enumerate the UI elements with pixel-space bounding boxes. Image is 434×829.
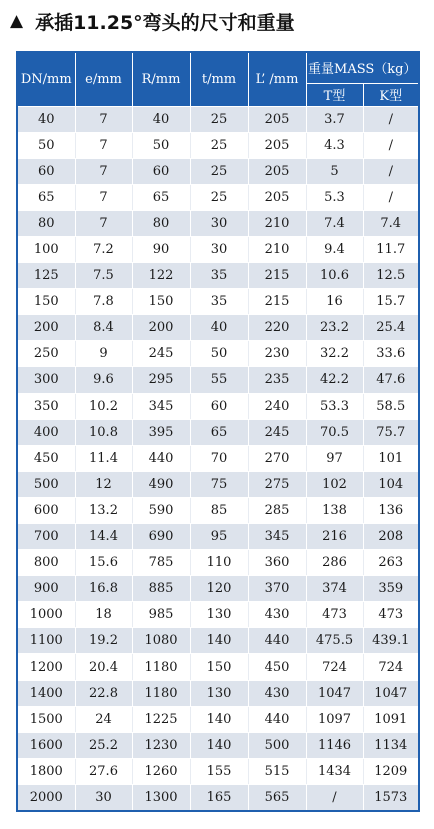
table-row <box>17 497 419 523</box>
e-cell: 14.4 <box>75 524 132 550</box>
dn-cell: 250 <box>17 341 75 367</box>
dn-cell: 1600 <box>17 732 75 758</box>
e-cell: 7 <box>75 158 132 184</box>
e-cell: 16.8 <box>75 576 132 602</box>
t-type-mass-cell: 473 <box>306 602 363 628</box>
t-type-mass-cell: 32.2 <box>306 341 363 367</box>
l-cell: 215 <box>248 289 306 315</box>
t-type-mass-cell: 286 <box>306 550 363 576</box>
e-cell: 20.4 <box>75 654 132 680</box>
l-cell: 210 <box>248 236 306 262</box>
t-type-mass-cell: 7.4 <box>306 210 363 236</box>
e-cell: 25.2 <box>75 732 132 758</box>
e-cell: 9.6 <box>75 367 132 393</box>
e-cell: 8.4 <box>75 315 132 341</box>
t-type-mass-cell: 70.5 <box>306 419 363 445</box>
l-cell: 370 <box>248 576 306 602</box>
dn-cell: 2000 <box>17 784 75 810</box>
k-type-mass-cell: 724 <box>363 654 419 680</box>
k-type-mass-cell: 47.6 <box>363 367 419 393</box>
t-type-mass-cell: 1434 <box>306 758 363 784</box>
r-cell: 345 <box>132 393 190 419</box>
table-row <box>17 784 419 810</box>
e-cell: 7 <box>75 184 132 210</box>
e-cell: 15.6 <box>75 550 132 576</box>
t-type-mass-cell: 97 <box>306 445 363 471</box>
l-cell: 245 <box>248 419 306 445</box>
dn-cell: 125 <box>17 263 75 289</box>
e-cell: 7 <box>75 210 132 236</box>
l-cell: 440 <box>248 706 306 732</box>
header-k-type: K型 <box>363 83 419 106</box>
dn-cell: 900 <box>17 576 75 602</box>
table-row <box>17 706 419 732</box>
table-row <box>17 210 419 236</box>
dn-cell: 65 <box>17 184 75 210</box>
l-cell: 205 <box>248 158 306 184</box>
t-type-mass-cell: 23.2 <box>306 315 363 341</box>
k-type-mass-cell: 1091 <box>363 706 419 732</box>
t-cell: 130 <box>190 680 248 706</box>
l-cell: 430 <box>248 602 306 628</box>
table-row <box>17 367 419 393</box>
t-cell: 85 <box>190 497 248 523</box>
r-cell: 440 <box>132 445 190 471</box>
r-cell: 1300 <box>132 784 190 810</box>
r-cell: 150 <box>132 289 190 315</box>
k-type-mass-cell: / <box>363 184 419 210</box>
dn-cell: 600 <box>17 497 75 523</box>
header-t: t/mm <box>190 52 248 106</box>
r-cell: 40 <box>132 106 190 132</box>
e-cell: 13.2 <box>75 497 132 523</box>
dn-cell: 80 <box>17 210 75 236</box>
k-type-mass-cell: 12.5 <box>363 263 419 289</box>
r-cell: 1180 <box>132 654 190 680</box>
l-cell: 430 <box>248 680 306 706</box>
table-header <box>17 52 419 106</box>
table-row <box>17 419 419 445</box>
t-type-mass-cell: 42.2 <box>306 367 363 393</box>
r-cell: 690 <box>132 524 190 550</box>
header-r: R/mm <box>132 52 190 106</box>
t-type-mass-cell: 5.3 <box>306 184 363 210</box>
e-cell: 19.2 <box>75 628 132 654</box>
k-type-mass-cell: 104 <box>363 471 419 497</box>
l-cell: 230 <box>248 341 306 367</box>
header-e: e/mm <box>75 52 132 106</box>
k-type-mass-cell: 1209 <box>363 758 419 784</box>
t-type-mass-cell: 1146 <box>306 732 363 758</box>
r-cell: 590 <box>132 497 190 523</box>
dn-cell: 1400 <box>17 680 75 706</box>
e-cell: 7.8 <box>75 289 132 315</box>
table-row <box>17 654 419 680</box>
dn-cell: 40 <box>17 106 75 132</box>
l-cell: 205 <box>248 106 306 132</box>
l-cell: 220 <box>248 315 306 341</box>
dn-cell: 500 <box>17 471 75 497</box>
table-row <box>17 576 419 602</box>
t-cell: 65 <box>190 419 248 445</box>
t-type-mass-cell: 4.3 <box>306 132 363 158</box>
t-type-mass-cell: 9.4 <box>306 236 363 262</box>
t-cell: 70 <box>190 445 248 471</box>
table-row <box>17 550 419 576</box>
t-cell: 165 <box>190 784 248 810</box>
k-type-mass-cell: 101 <box>363 445 419 471</box>
k-type-mass-cell: / <box>363 158 419 184</box>
t-type-mass-cell: 1097 <box>306 706 363 732</box>
t-cell: 25 <box>190 158 248 184</box>
t-cell: 25 <box>190 106 248 132</box>
k-type-mass-cell: 1573 <box>363 784 419 810</box>
dn-cell: 1100 <box>17 628 75 654</box>
t-cell: 95 <box>190 524 248 550</box>
l-cell: 205 <box>248 132 306 158</box>
r-cell: 785 <box>132 550 190 576</box>
t-cell: 140 <box>190 732 248 758</box>
e-cell: 7.2 <box>75 236 132 262</box>
r-cell: 245 <box>132 341 190 367</box>
t-cell: 35 <box>190 289 248 315</box>
r-cell: 122 <box>132 263 190 289</box>
k-type-mass-cell: 263 <box>363 550 419 576</box>
e-cell: 10.2 <box>75 393 132 419</box>
header-mass: 重量MASS（kg） <box>306 52 419 83</box>
e-cell: 18 <box>75 602 132 628</box>
r-cell: 1180 <box>132 680 190 706</box>
k-type-mass-cell: 1134 <box>363 732 419 758</box>
page-title <box>10 6 295 36</box>
t-type-mass-cell: 102 <box>306 471 363 497</box>
table-row <box>17 393 419 419</box>
r-cell: 295 <box>132 367 190 393</box>
t-cell: 130 <box>190 602 248 628</box>
k-type-mass-cell: 208 <box>363 524 419 550</box>
e-cell: 9 <box>75 341 132 367</box>
k-type-mass-cell: 75.7 <box>363 419 419 445</box>
table-row <box>17 263 419 289</box>
l-cell: 210 <box>248 210 306 236</box>
table-row <box>17 184 419 210</box>
k-type-mass-cell: 25.4 <box>363 315 419 341</box>
t-cell: 60 <box>190 393 248 419</box>
l-cell: 275 <box>248 471 306 497</box>
e-cell: 24 <box>75 706 132 732</box>
k-type-mass-cell: / <box>363 106 419 132</box>
table-row <box>17 445 419 471</box>
r-cell: 490 <box>132 471 190 497</box>
dn-cell: 100 <box>17 236 75 262</box>
r-cell: 50 <box>132 132 190 158</box>
e-cell: 27.6 <box>75 758 132 784</box>
l-cell: 360 <box>248 550 306 576</box>
r-cell: 1225 <box>132 706 190 732</box>
e-cell: 30 <box>75 784 132 810</box>
k-type-mass-cell: 33.6 <box>363 341 419 367</box>
dn-cell: 60 <box>17 158 75 184</box>
e-cell: 22.8 <box>75 680 132 706</box>
dn-cell: 150 <box>17 289 75 315</box>
l-cell: 235 <box>248 367 306 393</box>
r-cell: 200 <box>132 315 190 341</box>
dn-cell: 50 <box>17 132 75 158</box>
t-type-mass-cell: 216 <box>306 524 363 550</box>
t-cell: 140 <box>190 706 248 732</box>
r-cell: 985 <box>132 602 190 628</box>
table-row <box>17 602 419 628</box>
table-row <box>17 524 419 550</box>
dn-cell: 350 <box>17 393 75 419</box>
e-cell: 11.4 <box>75 445 132 471</box>
t-cell: 40 <box>190 315 248 341</box>
dn-cell: 800 <box>17 550 75 576</box>
title-text: 承插11.25°弯头的尺寸和重量 <box>35 11 295 34</box>
t-type-mass-cell: 10.6 <box>306 263 363 289</box>
table-row <box>17 236 419 262</box>
t-cell: 50 <box>190 341 248 367</box>
e-cell: 7.5 <box>75 263 132 289</box>
k-type-mass-cell: 1047 <box>363 680 419 706</box>
t-type-mass-cell: 724 <box>306 654 363 680</box>
t-type-mass-cell: 475.5 <box>306 628 363 654</box>
l-cell: 270 <box>248 445 306 471</box>
r-cell: 395 <box>132 419 190 445</box>
t-cell: 55 <box>190 367 248 393</box>
l-cell: 240 <box>248 393 306 419</box>
l-cell: 440 <box>248 628 306 654</box>
r-cell: 1230 <box>132 732 190 758</box>
k-type-mass-cell: 359 <box>363 576 419 602</box>
table-row <box>17 732 419 758</box>
k-type-mass-cell: 136 <box>363 497 419 523</box>
e-cell: 7 <box>75 106 132 132</box>
table-row <box>17 158 419 184</box>
table-row <box>17 132 419 158</box>
t-type-mass-cell: 374 <box>306 576 363 602</box>
dn-cell: 700 <box>17 524 75 550</box>
t-cell: 120 <box>190 576 248 602</box>
l-cell: 500 <box>248 732 306 758</box>
t-cell: 150 <box>190 654 248 680</box>
e-cell: 10.8 <box>75 419 132 445</box>
r-cell: 885 <box>132 576 190 602</box>
l-cell: 285 <box>248 497 306 523</box>
r-cell: 65 <box>132 184 190 210</box>
triangle-icon: ▲ <box>10 11 24 31</box>
t-cell: 35 <box>190 263 248 289</box>
table-row <box>17 628 419 654</box>
header-t-type: T型 <box>306 83 363 106</box>
dn-cell: 300 <box>17 367 75 393</box>
r-cell: 80 <box>132 210 190 236</box>
table-row <box>17 106 419 132</box>
t-type-mass-cell: 3.7 <box>306 106 363 132</box>
t-cell: 30 <box>190 236 248 262</box>
t-type-mass-cell: 5 <box>306 158 363 184</box>
dn-cell: 1200 <box>17 654 75 680</box>
dn-cell: 1800 <box>17 758 75 784</box>
table-row <box>17 758 419 784</box>
table-row <box>17 471 419 497</box>
table-row <box>17 289 419 315</box>
dn-cell: 1500 <box>17 706 75 732</box>
e-cell: 7 <box>75 132 132 158</box>
t-cell: 25 <box>190 184 248 210</box>
t-type-mass-cell: 138 <box>306 497 363 523</box>
table-row <box>17 341 419 367</box>
table-row <box>17 680 419 706</box>
t-cell: 140 <box>190 628 248 654</box>
dimension-weight-table <box>16 51 420 812</box>
t-cell: 110 <box>190 550 248 576</box>
t-cell: 75 <box>190 471 248 497</box>
dn-cell: 400 <box>17 419 75 445</box>
k-type-mass-cell: 439.1 <box>363 628 419 654</box>
e-cell: 12 <box>75 471 132 497</box>
k-type-mass-cell: 7.4 <box>363 210 419 236</box>
r-cell: 1260 <box>132 758 190 784</box>
l-cell: 450 <box>248 654 306 680</box>
t-type-mass-cell: 1047 <box>306 680 363 706</box>
l-cell: 345 <box>248 524 306 550</box>
t-cell: 30 <box>190 210 248 236</box>
k-type-mass-cell: 11.7 <box>363 236 419 262</box>
l-cell: 205 <box>248 184 306 210</box>
r-cell: 1080 <box>132 628 190 654</box>
header-l: L’ /mm <box>248 52 306 106</box>
k-type-mass-cell: 15.7 <box>363 289 419 315</box>
l-cell: 215 <box>248 263 306 289</box>
dn-cell: 450 <box>17 445 75 471</box>
t-type-mass-cell: / <box>306 784 363 810</box>
k-type-mass-cell: 473 <box>363 602 419 628</box>
table-body <box>17 106 419 811</box>
l-cell: 515 <box>248 758 306 784</box>
t-type-mass-cell: 53.3 <box>306 393 363 419</box>
r-cell: 60 <box>132 158 190 184</box>
dn-cell: 1000 <box>17 602 75 628</box>
t-cell: 25 <box>190 132 248 158</box>
r-cell: 90 <box>132 236 190 262</box>
l-cell: 565 <box>248 784 306 810</box>
table-row <box>17 315 419 341</box>
dn-cell: 200 <box>17 315 75 341</box>
k-type-mass-cell: / <box>363 132 419 158</box>
t-cell: 155 <box>190 758 248 784</box>
header-dn: DN/mm <box>17 52 75 106</box>
k-type-mass-cell: 58.5 <box>363 393 419 419</box>
t-type-mass-cell: 16 <box>306 289 363 315</box>
